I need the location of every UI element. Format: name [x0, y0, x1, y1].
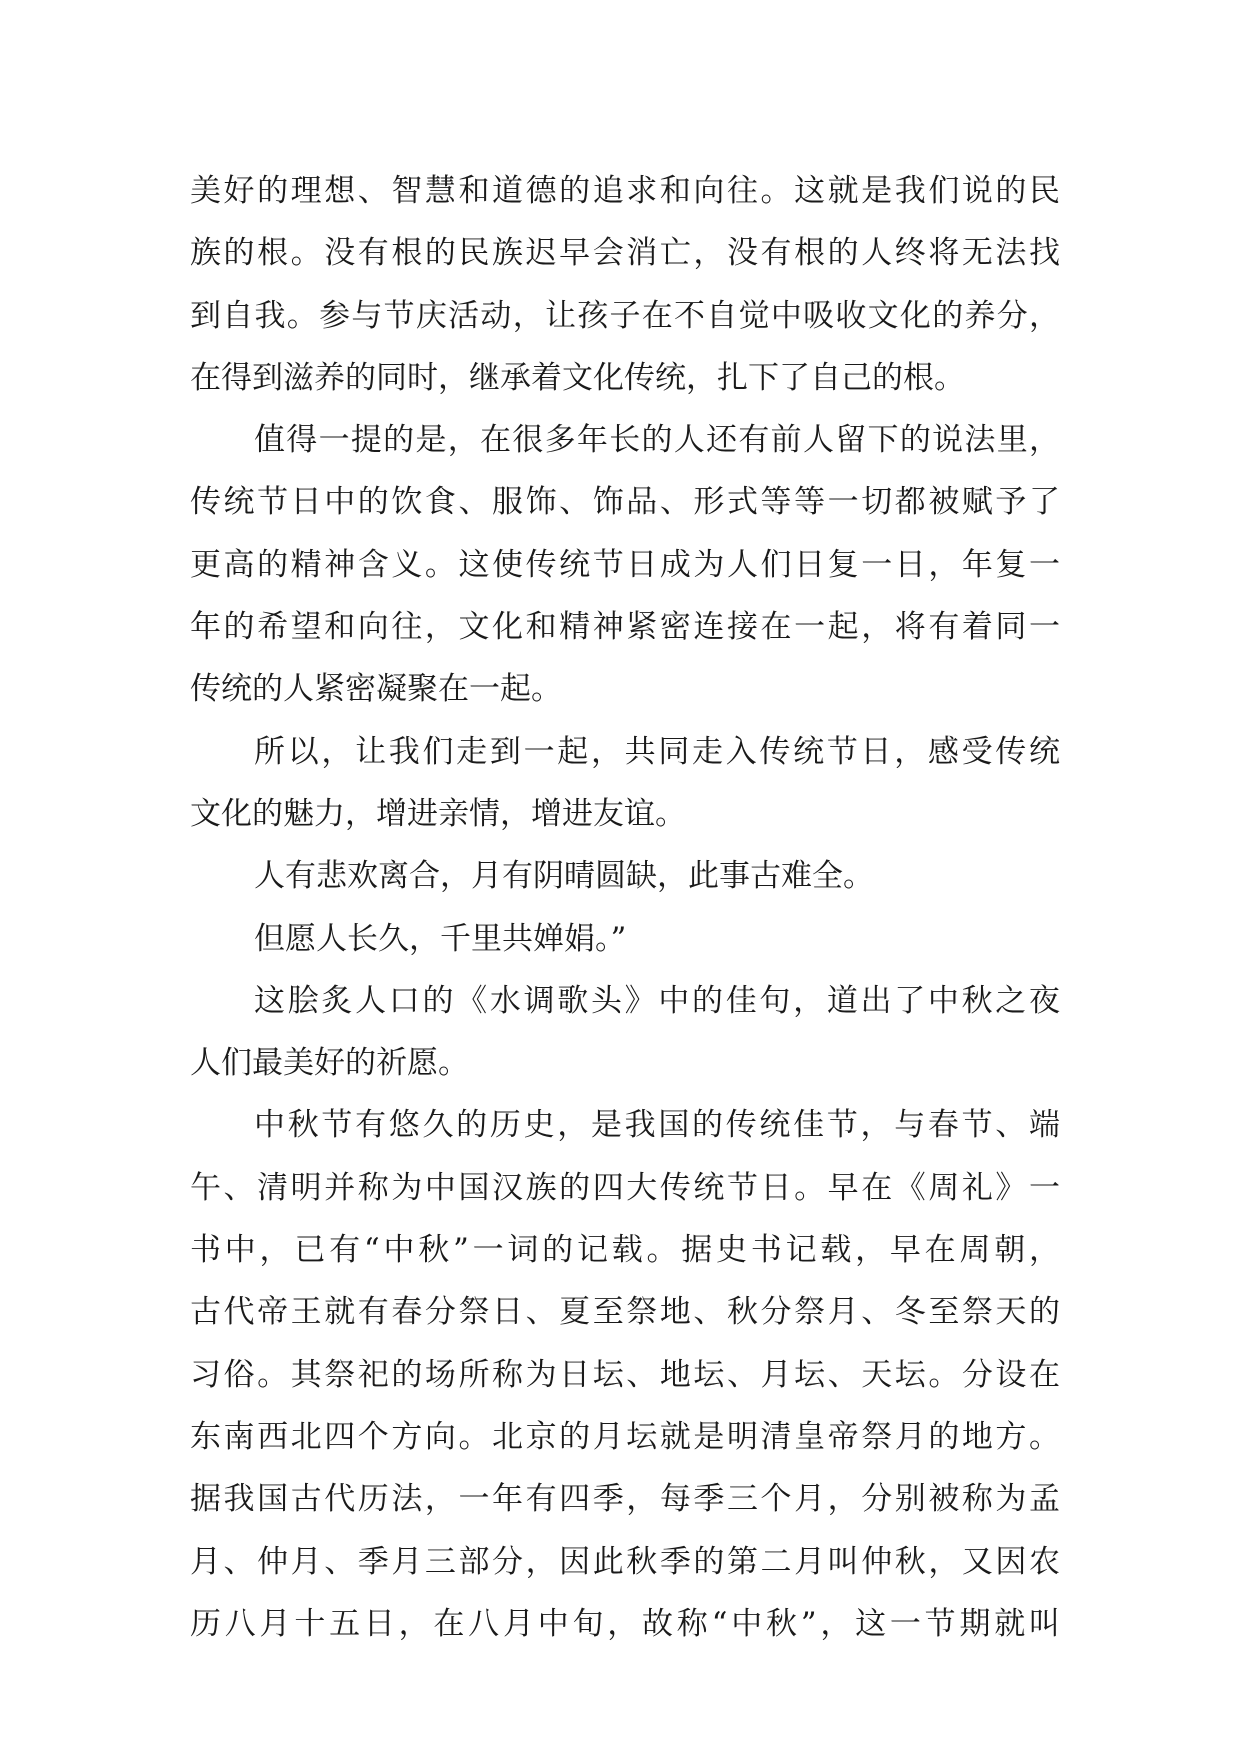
text-line: 人有悲欢离合，月有阴晴圆缺，此事古难全。: [254, 858, 874, 895]
text-line: 美好的理想、智慧和道德的追求和向往。这就是我们说的民: [190, 173, 1060, 209]
text-line: 据我国古代历法，一年有四季，每季三个月，分别被称为孟: [190, 1481, 1060, 1518]
text-line: 东南西北四个方向。北京的月坛就是明清皇帝祭月的地方。: [190, 1418, 1060, 1455]
text-line: 族的根。没有根的民族迟早会消亡，没有根的人终将无法找: [190, 235, 1060, 272]
text-line: 传统节日中的饮食、服饰、饰品、形式等等一切都被赋予了: [190, 484, 1060, 521]
text-line: 值得一提的是，在很多年长的人还有前人留下的说法里，: [254, 422, 1060, 459]
text-line: 中秋节有悠久的历史，是我国的传统佳节，与春节、端: [254, 1107, 1060, 1144]
text-line: 年的希望和向往，文化和精神紧密连接在一起，将有着同一: [190, 609, 1060, 646]
text-line: 人们最美好的祈愿。: [190, 1045, 469, 1082]
text-line: 古代帝王就有春分祭日、夏至祭地、秋分祭月、冬至祭天的: [190, 1294, 1060, 1331]
text-line: 午、清明并称为中国汉族的四大传统节日。早在《周礼》一: [190, 1169, 1060, 1206]
text-line: 传统的人紧密凝聚在一起。: [190, 671, 562, 708]
text-line: 历八月十五日，在八月中旬，故称“中秋”，这一节期就叫: [190, 1605, 1060, 1642]
text-line: 这脍炙人口的《水调歌头》中的佳句，道出了中秋之夜: [254, 982, 1060, 1019]
text-line: 文化的魅力，增进亲情，增进友谊。: [190, 795, 686, 832]
text-line: 在得到滋养的同时，继承着文化传统，扎下了自己的根。: [190, 359, 965, 396]
text-line: 到自我。参与节庆活动，让孩子在不自觉中吸收文化的养分，: [190, 297, 1060, 334]
text-line: 更高的精神含义。这使传统节日成为人们日复一日，年复一: [190, 546, 1060, 583]
text-line: 所以，让我们走到一起，共同走入传统节日，感受传统: [254, 733, 1060, 770]
text-line: 但愿人长久，千里共婵娟。”: [254, 920, 627, 957]
text-line: 习俗。其祭祀的场所称为日坛、地坛、月坛、天坛。分设在: [190, 1356, 1060, 1393]
body-text: [190, 160, 1060, 1655]
text-line: 月、仲月、季月三部分，因此秋季的第二月叫仲秋，又因农: [190, 1543, 1060, 1580]
text-line: 书中，已有“中秋”一词的记载。据史书记载，早在周朝，: [190, 1232, 1060, 1269]
